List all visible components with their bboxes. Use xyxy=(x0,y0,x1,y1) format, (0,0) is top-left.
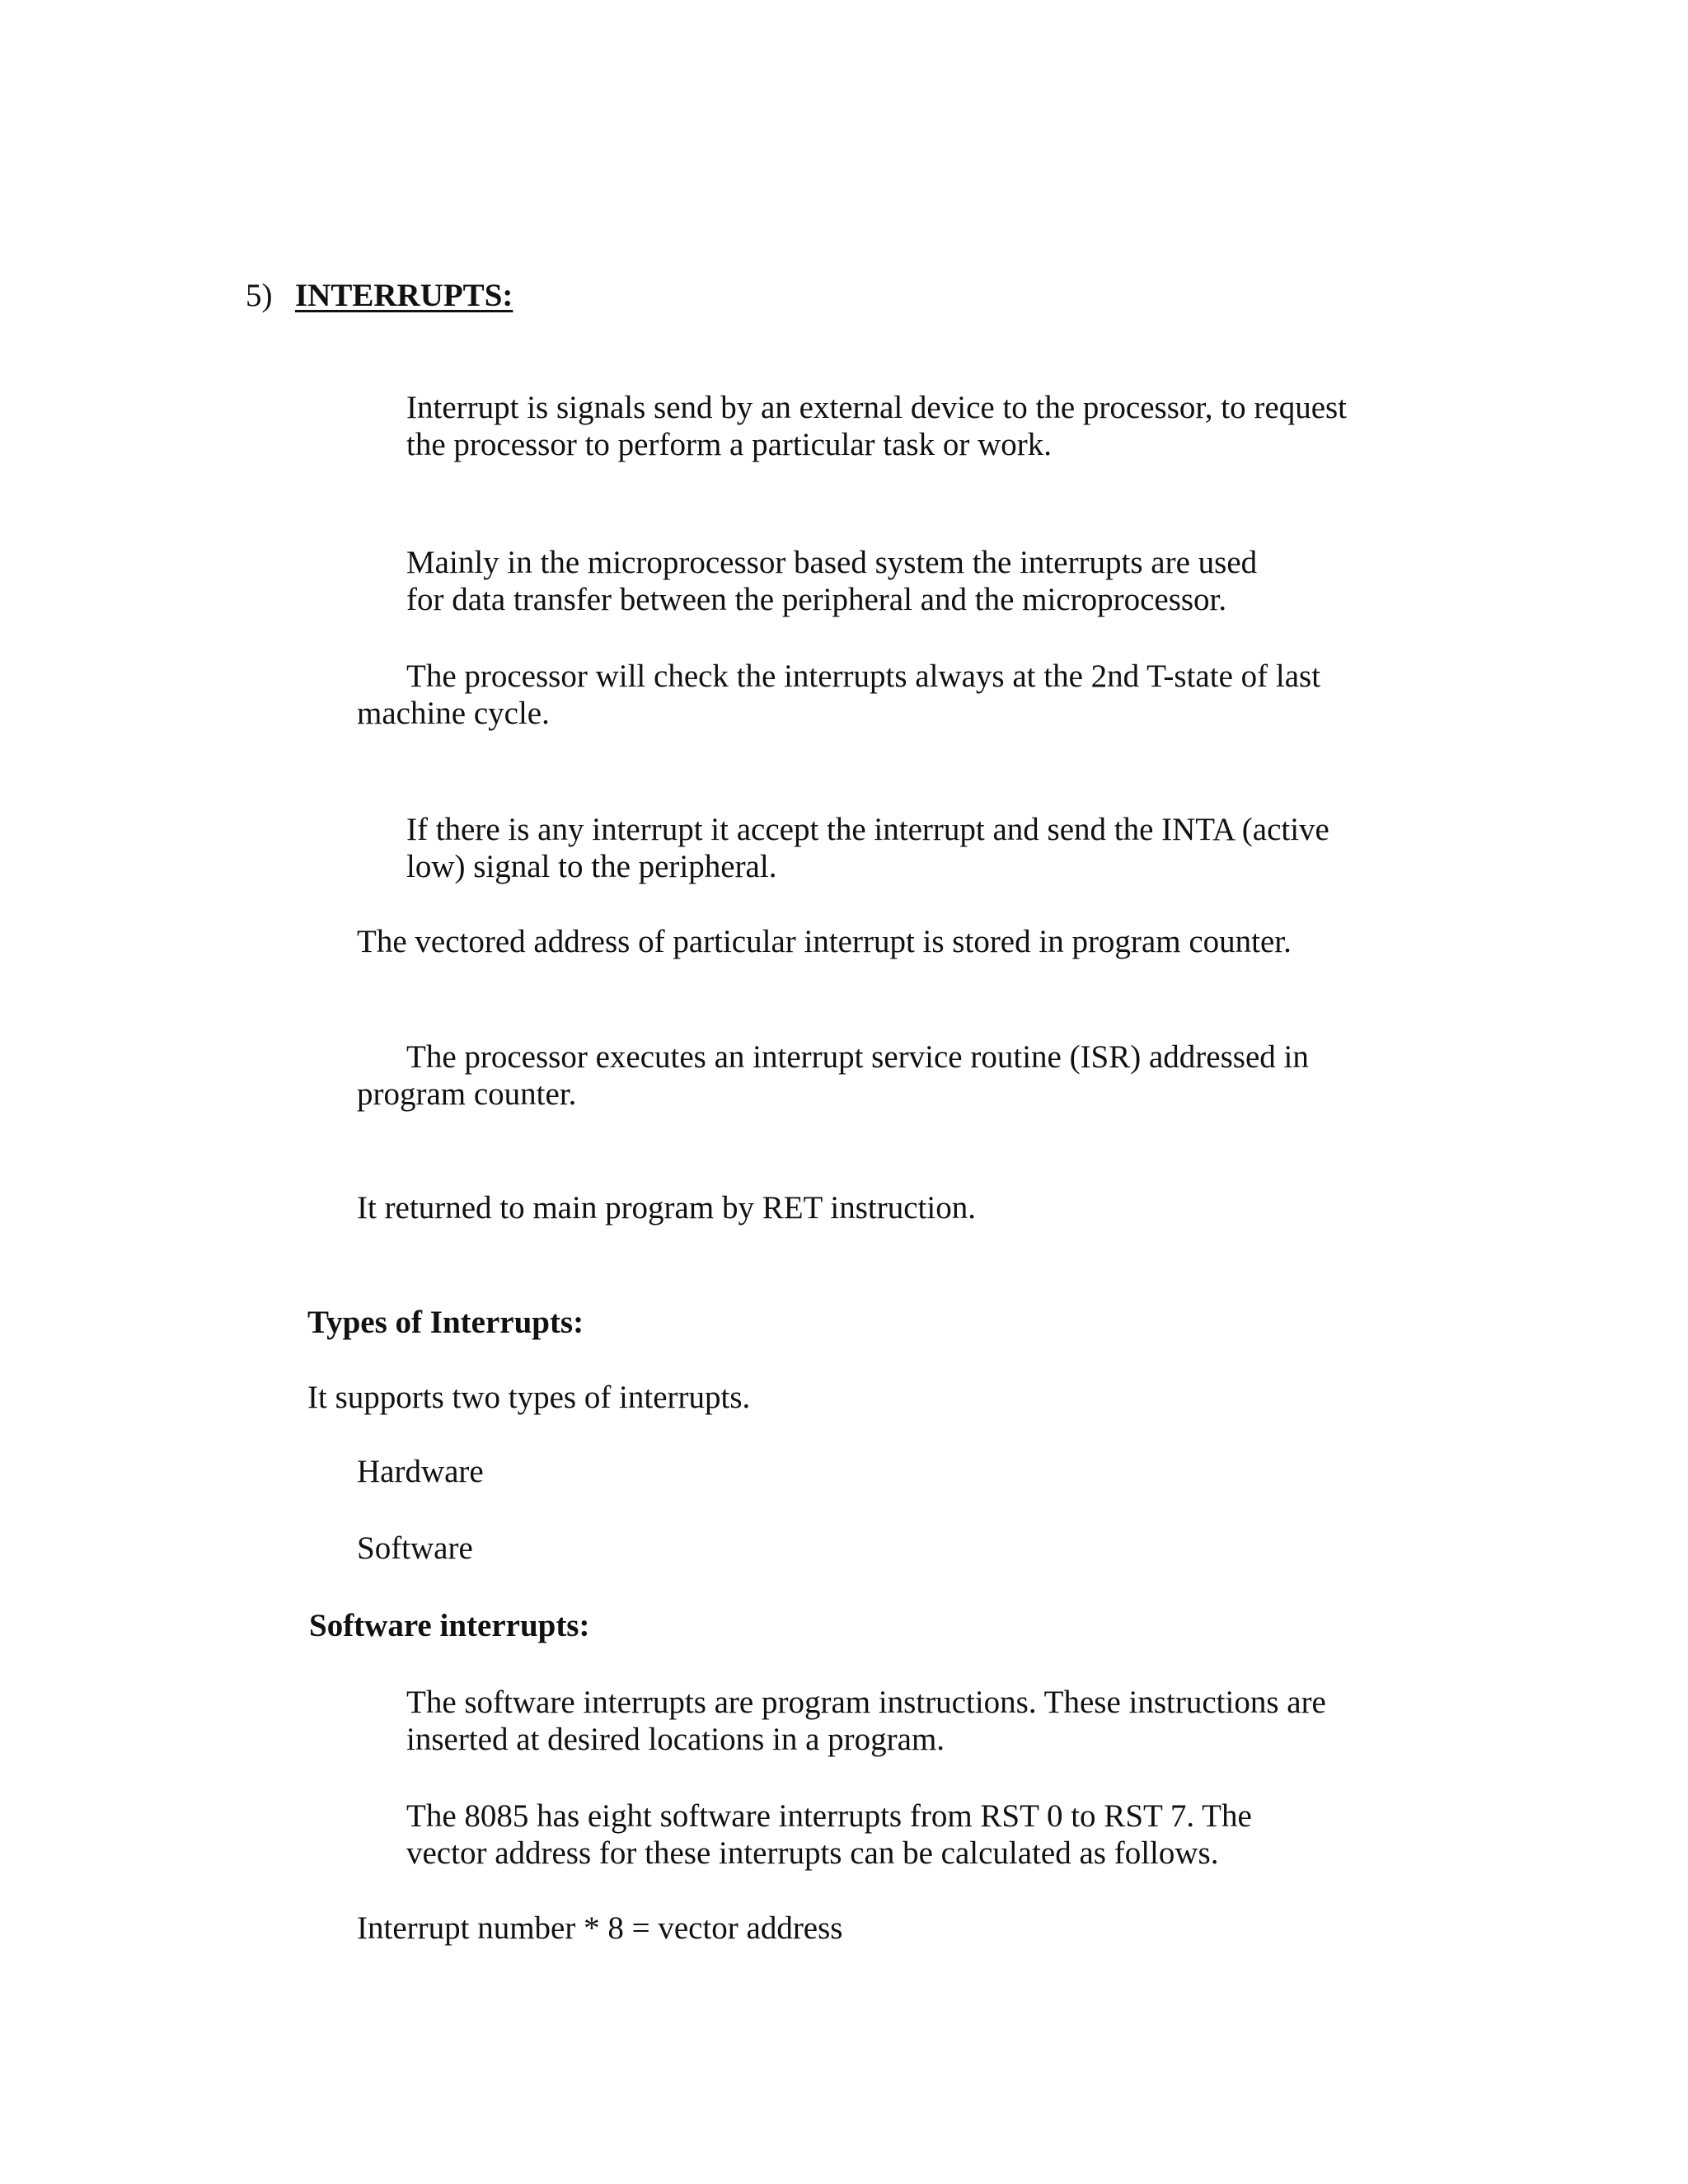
list-item: Hardware xyxy=(357,1454,484,1489)
paragraph-line: It returned to main program by RET instruction. xyxy=(357,1190,976,1226)
paragraph-line: Interrupt is signals send by an external device to the processor, to request xyxy=(406,390,1348,425)
paragraph-line: vector address for these interrupts can be calculated as follows. xyxy=(406,1835,1219,1871)
formula-line: Interrupt number * 8 = vector address xyxy=(357,1910,843,1946)
paragraph-line: The software interrupts are program instructions. These instructions are xyxy=(406,1685,1326,1720)
section-title: INTERRUPTS: xyxy=(295,278,513,313)
types-intro: It supports two types of interrupts. xyxy=(307,1380,751,1415)
section-number: 5) xyxy=(246,278,273,313)
paragraph-line: inserted at desired locations in a program. xyxy=(406,1722,945,1757)
software-heading: Software interrupts: xyxy=(309,1608,590,1643)
paragraph-line: The 8085 has eight software interrupts from RST 0 to RST 7. The xyxy=(406,1798,1252,1834)
types-heading: Types of Interrupts: xyxy=(307,1305,584,1340)
paragraph-line: The processor will check the interrupts always at the 2nd T-state of last xyxy=(406,658,1321,694)
paragraph-line: low) signal to the peripheral. xyxy=(406,849,777,884)
paragraph-line: The vectored address of particular interrupt is stored in program counter. xyxy=(357,924,1292,959)
paragraph-line: The processor executes an interrupt service routine (ISR) addressed in xyxy=(406,1039,1309,1075)
paragraph-line: Mainly in the microprocessor based system the interrupts are used xyxy=(406,545,1258,580)
paragraph-line: for data transfer between the peripheral and the microprocessor. xyxy=(406,582,1227,617)
paragraph-line: machine cycle. xyxy=(357,696,550,731)
paragraph-line: the processor to perform a particular task or work. xyxy=(406,427,1052,462)
list-item: Software xyxy=(357,1530,473,1566)
paragraph-line: program counter. xyxy=(357,1076,577,1112)
paragraph-line: If there is any interrupt it accept the interrupt and send the INTA (active xyxy=(406,812,1329,847)
